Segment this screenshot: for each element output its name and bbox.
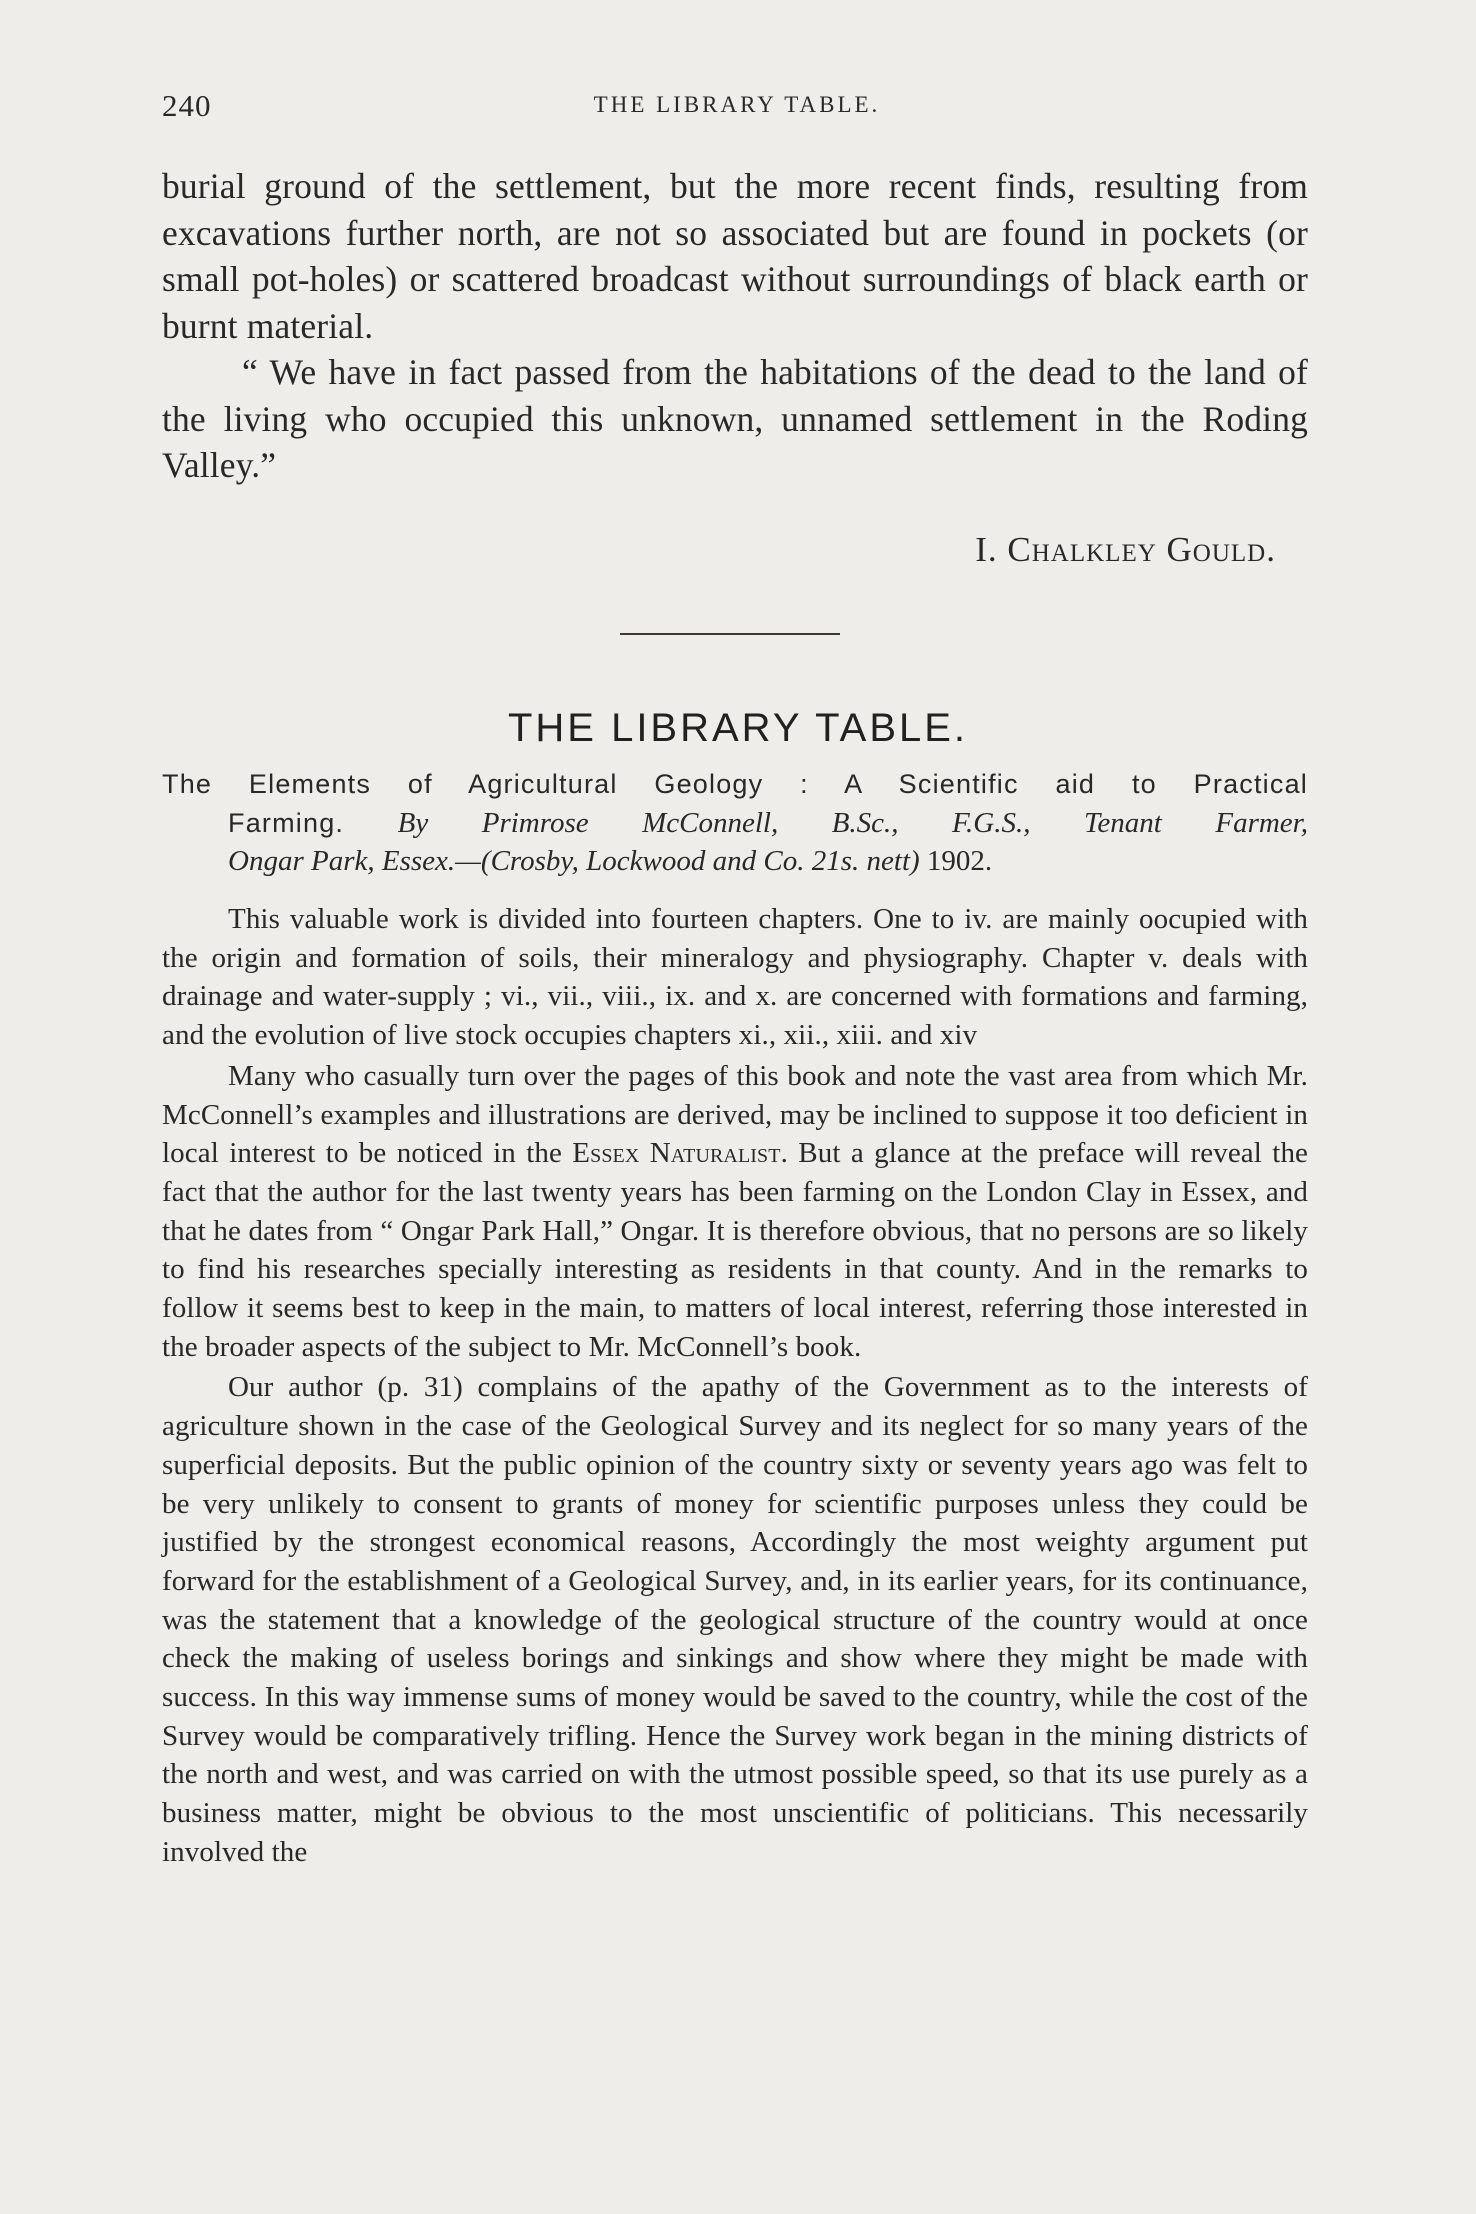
- book-author-line: [162, 804, 1308, 843]
- article-paragraph: burial ground of the settlement, but the more recent finds, resulting from excavations further north, are not so associated but are found in pockets (or small pot-holes) or scattered broadcast without surroundings of black earth or burnt material.: [162, 166, 1308, 346]
- section-divider: [620, 633, 840, 635]
- book-title: The Elements of Agricultural Geology : A Scientific aid to Practical: [162, 769, 1308, 799]
- section-title: THE LIBRARY TABLE.: [507, 706, 969, 750]
- page-number: 240: [162, 88, 212, 123]
- article-quote-paragraph: “ We have in fact passed from the habitations of the dead to the land of the living who occupied this unknown, unnamed settlement in the Roding Valley.”: [162, 352, 1308, 485]
- review-paragraph: Our author (p. 31) complains of the apathy of the Government as to the interests of agriculture shown in the case of the Geological Survey and its neglect for so many years of the superficial deposits. But the public opinion of the country sixty or seventy years ago was felt to be very unlikely to consent to grants of money for scientific purposes unless they could be justified by the strongest economical reasons, Accordingly the most weighty argument put forward for the establishment of a Geological Survey, and, in its earlier years, for its continuance, was the statement that a knowledge of the geological structure of the country would at once check the making of useless borings and sinkings and show where they might be made with success. In this way immense sums of money would be saved to the country, while the cost of the Survey would be comparatively trifling. Hence the Survey work began in the mining districts of the north and west, and was carried on with the utmost possible speed, so that its use purely as a business matter, might be obvious to the most unscientific of politicians. This necessarily involved the: [162, 1371, 1308, 1868]
- book-year: 1902.: [919, 845, 993, 878]
- running-header: [162, 88, 1312, 128]
- review-paragraph: [162, 1057, 1308, 1367]
- book-author: By Primrose McConnell, B.Sc., F.G.S., Tenant Farmer,: [397, 806, 1308, 839]
- journal-name: Essex Naturalist.: [572, 1137, 788, 1170]
- review-paragraph: This valuable work is divided into fourteen chapters. One to iv. are mainly oocupied with the origin and formation of soils, their mineralogy and physiography. Chapter v. deals with drainage and water-supply ; vi., vii., viii., ix. and x. are concerned with formations and farming, and the evolution of live stock occupies chapters xi., xii., xiii. and xiv: [162, 903, 1308, 1052]
- review-body: [162, 900, 1308, 1872]
- review-text: But a glance at the preface will reveal the fact that the author for the last twenty years has been farming on the London Clay in Essex, and that he dates from “ Ongar Park Hall,” Ongar. It is therefore obvious, that no persons are so likely to find his researches specially interesting as residents in that county. And in the remarks to follow it seems best to keep in the main, to matters of local interest, referring those interested in the broader aspects of the subject to Mr. McConnell’s book.: [162, 1137, 1309, 1363]
- author-signature: I. Chalkley Gould.: [975, 530, 1276, 569]
- book-title-continued: Farming.: [228, 807, 345, 838]
- book-publisher-line: [162, 842, 1308, 881]
- running-title: THE LIBRARY TABLE.: [593, 92, 881, 117]
- book-publisher: Ongar Park, Essex.—(Crosby, Lockwood and Co. 21s. nett): [228, 845, 920, 878]
- review-text: Many who casually turn over the pages of this book and note the vast area from which Mr. McConnell’s examples and illustrations are derived, may be inclined to suppose it too deficient in local interest to be noticed in the: [162, 1059, 1308, 1170]
- previous-article-conclusion: [162, 163, 1308, 489]
- book-citation: [162, 765, 1308, 881]
